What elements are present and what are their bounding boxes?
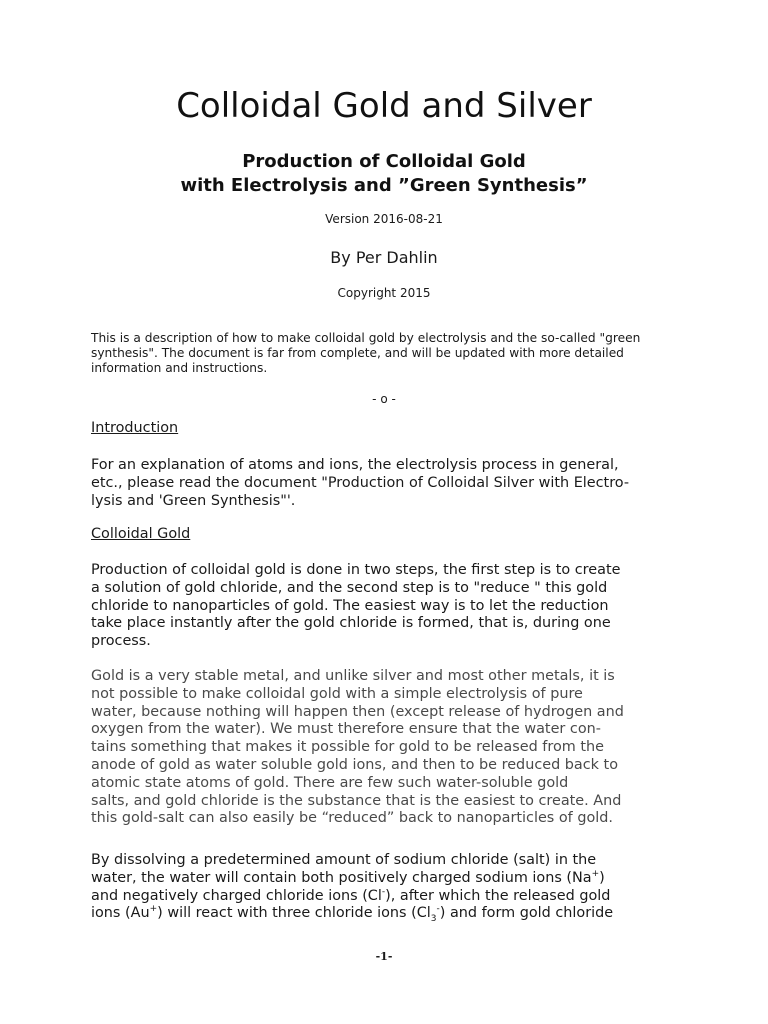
text-run: and negatively charged chloride ions (Cl: [91, 887, 382, 904]
colloidal-gold-paragraph-2: [91, 668, 691, 828]
superscript: -: [436, 904, 440, 915]
paragraph-line: [91, 888, 691, 906]
abstract-line: This is a description of how to make colloidal gold by electrolysis and the so-called "green: [91, 331, 641, 345]
superscript: +: [149, 904, 158, 915]
subscript: 3: [430, 914, 437, 925]
colloidal-gold-paragraph-1: [91, 562, 691, 651]
section-separator: - o -: [372, 392, 396, 406]
paragraph-line: not possible to make colloidal gold with a simple electrolysis of pure: [91, 685, 583, 702]
paragraph-line: [91, 870, 691, 888]
paragraph-line: By dissolving a predetermined amount of sodium chloride (salt) in the: [91, 852, 597, 868]
paragraph-line: take place instantly after the gold chloride is formed, that is, during one: [91, 615, 611, 632]
paragraph-line: Production of colloidal gold is done in two steps, the first step is to create: [91, 562, 621, 578]
abstract-line: synthesis". The document is far from complete, and will be updated with more detailed: [91, 346, 624, 360]
paragraph-line: Gold is a very stable metal, and unlike silver and most other metals, it is: [91, 668, 615, 684]
paragraph-line: salts, and gold chloride is the substance that is the easiest to create. And: [91, 792, 622, 809]
paragraph-line: [91, 905, 691, 923]
paragraph-line: oxygen from the water). We must therefore ensure that the water con-: [91, 721, 601, 738]
paragraph-line: chloride to nanoparticles of gold. The easiest way is to let the reduction: [91, 597, 609, 614]
colloidal-gold-heading: Colloidal Gold: [91, 526, 191, 542]
text-run: ): [599, 869, 605, 886]
paragraph-line: anode of gold as water soluble gold ions, and then to be reduced back to: [91, 756, 619, 773]
paragraph-line: a solution of gold chloride, and the second step is to "reduce " this gold: [91, 579, 608, 596]
author-text: By Per Dahlin: [330, 248, 438, 267]
abstract-line: information and instructions.: [91, 361, 268, 375]
paragraph-line: this gold-salt can also easily be “reduced” back to nanoparticles of gold.: [91, 810, 613, 827]
abstract-paragraph: [91, 331, 691, 376]
subtitle-line-2: with Electrolysis and ”Green Synthesis”: [180, 175, 588, 196]
page-number: -1-: [375, 950, 393, 963]
text-run: ) and form gold chloride: [439, 905, 614, 922]
introduction-paragraph: [91, 457, 691, 510]
paragraph-line: For an explanation of atoms and ions, the electrolysis process in general,: [91, 457, 619, 473]
text-run: ) will react with three chloride ions (Cl: [157, 905, 431, 922]
text-run: water, the water will contain both positively charged sodium ions (Na: [91, 869, 592, 886]
colloidal-gold-paragraph-3: [91, 852, 691, 923]
subtitle-line-1: Production of Colloidal Gold: [242, 151, 526, 172]
superscript: -: [381, 886, 386, 897]
paragraph-line: etc., please read the document "Production of Colloidal Silver with Electro-: [91, 474, 630, 491]
text-run: ), after which the released gold: [385, 887, 611, 904]
paragraph-line: atomic state atoms of gold. There are few such water-soluble gold: [91, 774, 569, 791]
superscript: +: [591, 869, 600, 879]
document-title: Colloidal Gold and Silver: [176, 86, 592, 126]
introduction-heading: Introduction: [91, 420, 179, 436]
document-subtitle: [0, 150, 768, 198]
paragraph-line: tains something that makes it possible for gold to be released from the: [91, 739, 604, 756]
paragraph-line: water, because nothing will happen then (except release of hydrogen and: [91, 703, 624, 720]
copyright-text: Copyright 2015: [337, 286, 431, 300]
paragraph-line: process.: [91, 633, 151, 650]
version-text: Version 2016-08-21: [325, 212, 443, 226]
paragraph-line: lysis and 'Green Synthesis"'.: [91, 492, 296, 509]
text-run: ions (Au: [91, 905, 150, 922]
